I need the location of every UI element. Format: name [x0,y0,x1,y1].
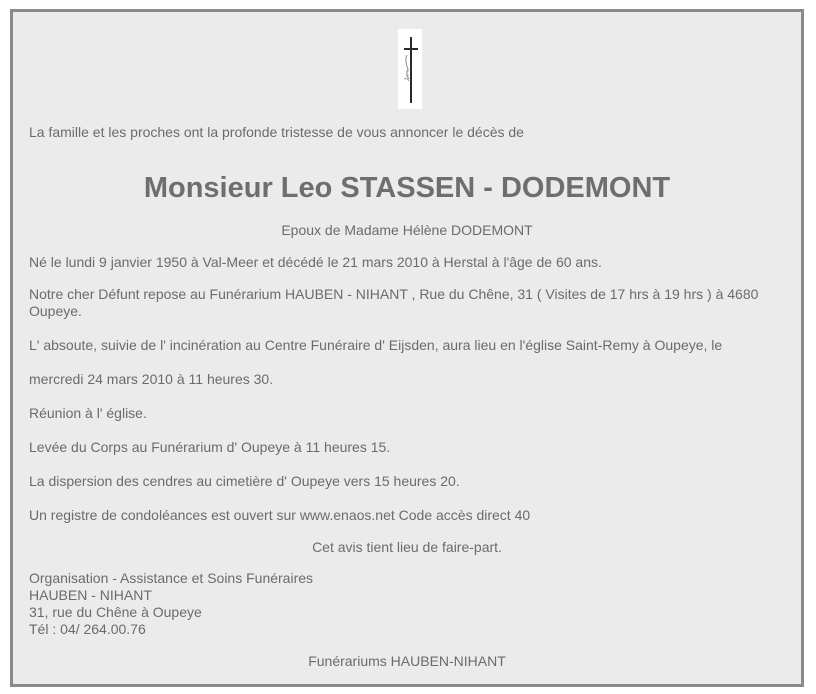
birth-death-text: Né le lundi 9 janvier 1950 à Val-Meer et décédé le 21 mars 2010 à Herstal à l'âge de 60 ans. [29,254,602,270]
ashes-text: La dispersion des cendres au cimetière d' Oupeye vers 15 heures 20. [29,473,460,489]
deceased-name: Monsieur Leo STASSEN - DODEMONT [143,172,671,204]
absoute-text: L' absoute, suivie de l' incinération au Centre Funéraire d' Eijsden, aura lieu en l'église Saint-Remy à Oupeye, le [29,337,723,353]
cross-image [398,29,422,109]
cross-icon [398,29,422,109]
organisation-block [29,570,313,638]
footer-text: Funérariums HAUBEN-NIHANT [308,653,506,669]
condolences-text: Un registre de condoléances est ouvert sur www.enaos.net Code accès direct 40 [29,507,531,523]
organisation-company: HAUBEN - NIHANT [29,587,152,603]
rests-text: Notre cher Défunt repose au Funérarium HAUBEN - NIHANT , Rue du Chêne, 31 ( Visites de 17 hrs à 19 hrs ) à 4680 Oupeye. [29,286,759,319]
organisation-title: Organisation - Assistance et Soins Funéraires [29,570,314,586]
meeting-text: Réunion à l' église. [29,405,147,421]
announcement-text: Cet avis tient lieu de faire-part. [312,539,502,555]
death-notice [10,9,804,687]
organisation-address: 31, rue du Chêne à Oupeye [29,604,202,620]
body-lifting-text: Levée du Corps au Funérarium d' Oupeye à 11 heures 15. [29,439,391,455]
organisation-phone: Tél : 04/ 264.00.76 [29,621,146,637]
spouse-text: Epoux de Madame Hélène DODEMONT [281,222,533,238]
intro-text: La famille et les proches ont la profonde tristesse de vous annoncer le décès de [29,124,524,140]
absoute-date-text: mercredi 24 mars 2010 à 11 heures 30. [29,371,274,387]
